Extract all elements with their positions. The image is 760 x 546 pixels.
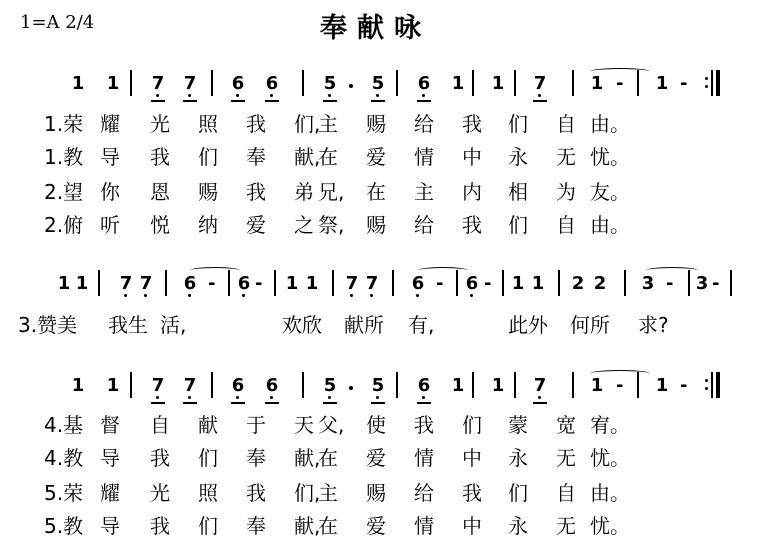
lyric-syllable: 情	[414, 514, 434, 538]
note: 1	[75, 273, 89, 294]
lyric-syllable: 无	[556, 145, 576, 169]
octave-dot	[242, 294, 245, 297]
lyric-syllable: 我	[150, 446, 170, 470]
lyric-syllable: 恩	[150, 180, 170, 204]
lyric-syllable: 们	[198, 145, 218, 169]
lyric-syllable: 宥。	[590, 413, 630, 437]
eighth-underline	[183, 100, 197, 102]
tie	[418, 267, 468, 274]
lyric-syllable: 忧。	[590, 446, 630, 470]
lyric-syllable: 使	[366, 413, 386, 437]
lyric-syllable: 求?	[638, 313, 669, 337]
barline	[572, 70, 574, 96]
octave-dot	[124, 294, 127, 297]
repeat-dot	[705, 379, 708, 382]
note: 6	[236, 274, 252, 294]
lyric-syllable: 此外	[508, 313, 548, 337]
lyric-syllable: 们	[508, 112, 528, 136]
note: 1	[71, 375, 85, 396]
lyric-syllable: 献所	[344, 313, 384, 337]
lyric-syllable: 欢欣	[282, 313, 322, 337]
lyric-syllable: 自	[556, 213, 576, 237]
lyric-syllable: 耀	[100, 481, 120, 505]
octave-dot	[376, 94, 379, 97]
dash: -	[680, 375, 688, 396]
lyric-syllable: 赐	[366, 481, 386, 505]
lyric-syllable: 光	[150, 481, 170, 505]
lyric-syllable: 天	[294, 413, 314, 437]
lyric-syllable: 中	[462, 446, 482, 470]
lyric-syllable: 相	[508, 180, 528, 204]
lyric-syllable: 蒙	[508, 413, 528, 437]
note: 7	[150, 74, 166, 94]
note: 1	[590, 375, 604, 396]
lyric-syllable: 由。	[590, 481, 630, 505]
note: 7	[182, 74, 198, 94]
lyric-syllable: 1.荣	[44, 112, 84, 136]
note: 1	[305, 273, 319, 294]
lyric-syllable: 永	[508, 446, 528, 470]
octave-dot	[350, 294, 353, 297]
lyric-syllable: 2.望	[44, 180, 84, 204]
lyric-syllable: 何所	[570, 313, 610, 337]
octave-dot	[270, 94, 273, 97]
eighth-underline	[371, 402, 385, 404]
tie	[590, 68, 650, 75]
note: 5	[322, 376, 338, 396]
barline	[274, 270, 276, 296]
lyric-syllable: 爱	[246, 213, 266, 237]
lyric-syllable: 导	[100, 514, 120, 538]
lyric-syllable: 赐	[366, 112, 386, 136]
dash: -	[680, 73, 688, 94]
lyric-syllable: 耀	[100, 112, 120, 136]
lyric-syllable: 给	[414, 213, 434, 237]
note: 1	[71, 73, 85, 94]
octave-dot	[156, 94, 159, 97]
dash: -	[666, 273, 674, 294]
lyric-syllable: 为	[556, 180, 576, 204]
octave-dot	[416, 294, 419, 297]
lyric-syllable: 你	[100, 180, 120, 204]
lyric-syllable: 们	[198, 514, 218, 538]
note: 3	[641, 273, 655, 294]
barline	[730, 270, 732, 296]
lyric-syllable: 我	[246, 180, 266, 204]
lyric-syllable: 爱	[366, 446, 386, 470]
lyric-syllable: 给	[414, 112, 434, 136]
lyric-syllable: 中	[462, 145, 482, 169]
eighth-underline	[323, 402, 337, 404]
lyric-syllable: 在	[318, 514, 338, 538]
octave-dot	[422, 396, 425, 399]
note: 3	[695, 273, 709, 294]
note: 5	[370, 74, 386, 94]
lyric-syllable: 献	[198, 413, 218, 437]
lyric-syllable: 忧。	[590, 145, 630, 169]
lyric-syllable: 我	[150, 145, 170, 169]
final-barline	[716, 372, 720, 398]
eighth-underline	[231, 402, 245, 404]
lyric-syllable: 我	[462, 481, 482, 505]
barline	[502, 270, 504, 296]
octave-dot	[188, 94, 191, 97]
lyric-syllable: 我	[414, 413, 434, 437]
lyric-syllable: 献,	[294, 446, 321, 470]
barline	[711, 70, 713, 96]
barline	[572, 372, 574, 398]
barline	[332, 270, 334, 296]
lyric-syllable: 无	[556, 514, 576, 538]
barline	[392, 270, 394, 296]
note: 6	[182, 274, 198, 294]
barline	[624, 270, 626, 296]
eighth-underline	[151, 402, 165, 404]
note: 6	[264, 74, 280, 94]
lyric-syllable: 4.基	[44, 413, 84, 437]
note: 1	[451, 73, 465, 94]
lyric-syllable: 无	[556, 446, 576, 470]
note: 5	[322, 74, 338, 94]
note: 7	[150, 376, 166, 396]
eighth-underline	[265, 402, 279, 404]
lyric-syllable: 永	[508, 145, 528, 169]
dash: -	[436, 273, 444, 294]
repeat-dot	[705, 387, 708, 390]
note: 7	[364, 274, 380, 294]
note: 1	[451, 375, 465, 396]
lyric-syllable: 友。	[590, 180, 630, 204]
octave-dot	[538, 94, 541, 97]
eighth-underline	[417, 100, 431, 102]
note: 6	[410, 274, 426, 294]
note: 7	[118, 274, 134, 294]
note: 1	[511, 273, 525, 294]
eighth-underline	[151, 100, 165, 102]
lyric-syllable: 中	[462, 514, 482, 538]
barline	[711, 372, 713, 398]
octave-dot	[328, 396, 331, 399]
lyric-syllable: 照	[198, 112, 218, 136]
octave-dot	[188, 396, 191, 399]
lyric-syllable: 我生	[108, 313, 148, 337]
note: 6	[230, 74, 246, 94]
lyric-syllable: 我	[246, 481, 266, 505]
lyric-syllable: 们,	[294, 112, 321, 136]
lyric-syllable: 主	[318, 481, 338, 505]
lyric-syllable: 4.教	[44, 446, 84, 470]
lyric-syllable: 有,	[408, 313, 435, 337]
lyric-syllable: 奉	[246, 514, 266, 538]
barline	[396, 70, 398, 96]
tie	[646, 267, 698, 274]
lyric-syllable: 献,	[294, 145, 321, 169]
tie	[590, 370, 650, 377]
note: 1	[106, 375, 120, 396]
eighth-underline	[417, 402, 431, 404]
barline	[396, 372, 398, 398]
lyric-syllable: 自	[556, 481, 576, 505]
lyric-syllable: 永	[508, 514, 528, 538]
lyric-syllable: 忧。	[590, 514, 630, 538]
augmentation-dot	[349, 84, 353, 88]
note: 1	[491, 375, 505, 396]
barline	[130, 372, 132, 398]
eighth-underline	[265, 100, 279, 102]
eighth-underline	[371, 100, 385, 102]
lyric-syllable: 奉	[246, 145, 266, 169]
barline	[302, 372, 304, 398]
lyric-syllable: 2.俯	[44, 213, 84, 237]
note: 7	[532, 376, 548, 396]
dash: -	[616, 73, 624, 94]
key-signature: 1=A 2/4	[20, 12, 95, 33]
lyric-syllable: 祭,	[318, 213, 345, 237]
barline	[130, 70, 132, 96]
note: 1	[655, 73, 669, 94]
song-title: 奉献咏	[320, 13, 431, 44]
note: 6	[416, 376, 432, 396]
eighth-underline	[533, 402, 547, 404]
eighth-underline	[183, 402, 197, 404]
lyric-syllable: 主	[414, 180, 434, 204]
dash: -	[255, 273, 263, 294]
lyric-syllable: 们	[508, 481, 528, 505]
lyric-syllable: 赐	[198, 180, 218, 204]
lyric-syllable: 导	[100, 446, 120, 470]
lyric-syllable: 我	[150, 514, 170, 538]
barline	[211, 70, 213, 96]
lyric-syllable: 由。	[590, 213, 630, 237]
barline	[165, 270, 167, 296]
lyric-syllable: 主	[318, 112, 338, 136]
lyric-syllable: 在	[318, 446, 338, 470]
octave-dot	[144, 294, 147, 297]
barline	[514, 372, 516, 398]
eighth-underline	[533, 100, 547, 102]
lyric-syllable: 我	[462, 112, 482, 136]
lyric-syllable: 赐	[366, 213, 386, 237]
lyric-syllable: 导	[100, 145, 120, 169]
lyric-syllable: 3.赞美	[18, 313, 78, 337]
note: 1	[106, 73, 120, 94]
note: 2	[593, 273, 607, 294]
barline	[211, 372, 213, 398]
note: 7	[138, 274, 154, 294]
lyric-syllable: 照	[198, 481, 218, 505]
note: 1	[531, 273, 545, 294]
octave-dot	[156, 396, 159, 399]
lyric-syllable: 在	[366, 180, 386, 204]
octave-dot	[376, 396, 379, 399]
note: 6	[230, 376, 246, 396]
lyric-syllable: 自	[556, 112, 576, 136]
note: 6	[264, 376, 280, 396]
barline	[472, 372, 474, 398]
note: 1	[57, 273, 71, 294]
lyric-syllable: 纳	[198, 213, 218, 237]
octave-dot	[236, 94, 239, 97]
octave-dot	[538, 396, 541, 399]
note: 1	[590, 73, 604, 94]
tie	[190, 267, 240, 274]
dash: -	[712, 273, 720, 294]
octave-dot	[470, 294, 473, 297]
eighth-underline	[231, 100, 245, 102]
lyric-syllable: 宽	[556, 413, 576, 437]
octave-dot	[422, 94, 425, 97]
lyric-syllable: 我	[246, 112, 266, 136]
barline	[98, 270, 100, 296]
barline	[558, 270, 560, 296]
octave-dot	[328, 94, 331, 97]
note: 1	[285, 273, 299, 294]
lyric-syllable: 们	[462, 413, 482, 437]
octave-dot	[188, 294, 191, 297]
dash: -	[484, 273, 492, 294]
barline	[302, 70, 304, 96]
note: 1	[655, 375, 669, 396]
augmentation-dot	[349, 386, 353, 390]
eighth-underline	[323, 100, 337, 102]
lyric-syllable: 们	[508, 213, 528, 237]
lyric-syllable: 5.教	[44, 514, 84, 538]
lyric-syllable: 于	[246, 413, 266, 437]
lyric-syllable: 在	[318, 145, 338, 169]
note: 7	[182, 376, 198, 396]
note: 7	[344, 274, 360, 294]
lyric-syllable: 之	[294, 213, 314, 237]
lyric-syllable: 爱	[366, 514, 386, 538]
lyric-syllable: 父,	[318, 413, 345, 437]
lyric-syllable: 督	[100, 413, 120, 437]
note: 7	[532, 74, 548, 94]
lyric-syllable: 们	[198, 446, 218, 470]
repeat-dot	[705, 85, 708, 88]
lyric-syllable: 悦	[150, 213, 170, 237]
lyric-syllable: 献,	[294, 514, 321, 538]
lyric-syllable: 给	[414, 481, 434, 505]
lyric-syllable: 1.教	[44, 145, 84, 169]
octave-dot	[270, 396, 273, 399]
lyric-syllable: 听	[100, 213, 120, 237]
note: 6	[416, 74, 432, 94]
barline	[472, 70, 474, 96]
repeat-dot	[705, 77, 708, 80]
dash: -	[616, 375, 624, 396]
lyric-syllable: 们,	[294, 481, 321, 505]
lyric-syllable: 爱	[366, 145, 386, 169]
lyric-syllable: 自	[150, 413, 170, 437]
barline	[514, 70, 516, 96]
lyric-syllable: 光	[150, 112, 170, 136]
octave-dot	[236, 396, 239, 399]
note: 1	[491, 73, 505, 94]
lyric-syllable: 弟	[294, 180, 314, 204]
lyric-syllable: 5.荣	[44, 481, 84, 505]
note: 5	[370, 376, 386, 396]
lyric-syllable: 我	[462, 213, 482, 237]
lyric-syllable: 活,	[160, 313, 187, 337]
octave-dot	[370, 294, 373, 297]
note: 6	[464, 274, 480, 294]
dash: -	[208, 273, 216, 294]
lyric-syllable: 由。	[590, 112, 630, 136]
final-barline	[716, 70, 720, 96]
lyric-syllable: 情	[414, 446, 434, 470]
lyric-syllable: 内	[462, 180, 482, 204]
lyric-syllable: 情	[414, 145, 434, 169]
note: 2	[571, 273, 585, 294]
lyric-syllable: 奉	[246, 446, 266, 470]
lyric-syllable: 兄,	[318, 180, 345, 204]
